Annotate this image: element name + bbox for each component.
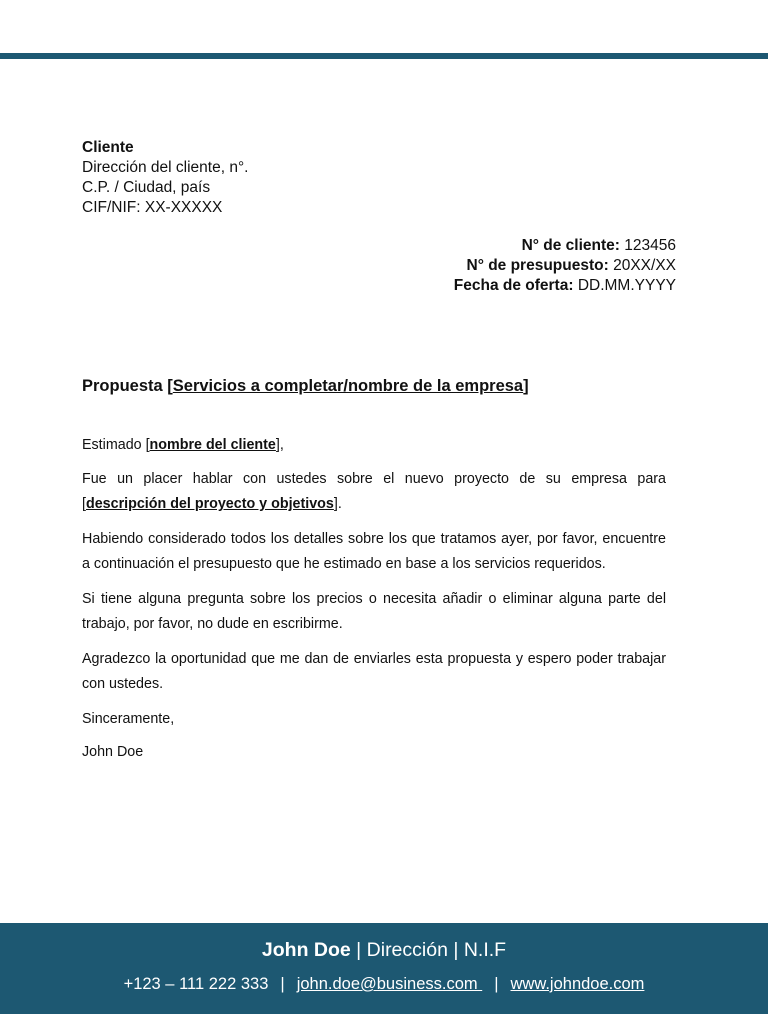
client-address-block	[82, 138, 248, 218]
greeting	[82, 433, 666, 459]
quote-meta-block	[454, 236, 676, 296]
offer-date-value: DD.MM.YYYY	[577, 277, 676, 294]
footer-bar	[0, 923, 768, 1014]
greeting-suffix: ],	[275, 437, 284, 453]
quote-number-row	[454, 256, 676, 276]
quote-number-label: N° de presupuesto:	[466, 257, 609, 274]
footer-separator: |	[494, 975, 499, 993]
footer-contact	[0, 975, 768, 994]
client-number-row	[454, 236, 676, 256]
footer-website-link[interactable]: www.johndoe.com	[510, 975, 645, 993]
paragraph-4: Agradezco la oportunidad que me dan de enviarles esta propuesta y espero poder trabajar con ustedes.	[82, 650, 666, 692]
footer-phone: +123 – 111 222 333	[123, 975, 269, 993]
paragraph-3: Si tiene alguna pregunta sobre los precios o necesita añadir o eliminar alguna parte del trabajo, por favor, no dude en escribirme.	[82, 590, 666, 632]
offer-date-row	[454, 276, 676, 296]
title-placeholder: Servicios a completar/nombre de la empresa	[172, 377, 524, 395]
header-rule	[0, 53, 768, 59]
client-tax-id: CIF/NIF: XX-XXXXX	[82, 199, 223, 216]
greeting-prefix: Estimado [	[82, 437, 150, 453]
client-number-value: 123456	[624, 237, 676, 254]
footer-email-link[interactable]: john.doe@business.com	[296, 975, 483, 993]
title-open-bracket: [	[167, 377, 173, 395]
project-description-placeholder: descripción del proyecto y objetivos	[85, 496, 334, 512]
paragraph-1	[82, 467, 666, 518]
paragraph-2: Habiendo considerado todos los detalles sobre los que tratamos ayer, por favor, encuentre a continuación el presupuesto que he estimado en base a los servicios requeridos.	[82, 530, 666, 572]
quote-number-value: 20XX/XX	[613, 257, 676, 274]
proposal-title	[82, 377, 529, 396]
client-number-label: N° de cliente:	[521, 237, 620, 254]
offer-date-label: Fecha de oferta:	[453, 277, 574, 294]
letter-body	[82, 433, 666, 775]
footer-identity	[0, 939, 768, 962]
paragraph-1-suffix: ].	[333, 496, 342, 512]
client-city: C.P. / Ciudad, país	[82, 179, 211, 196]
footer-separator: |	[280, 975, 285, 993]
footer-name: John Doe	[261, 939, 351, 961]
title-prefix: Propuesta	[82, 377, 168, 395]
client-address: Dirección del cliente, n°.	[82, 159, 249, 176]
client-label: Cliente	[82, 139, 134, 156]
title-close-bracket: ]	[523, 377, 529, 395]
greeting-placeholder: nombre del cliente	[149, 437, 276, 453]
signature: John Doe	[82, 744, 144, 760]
closing: Sinceramente,	[82, 710, 175, 727]
footer-details: | Dirección | N.I.F	[350, 939, 507, 961]
paragraph-1-text: Fue un placer hablar con ustedes sobre el nuevo proyecto de su empresa para [	[82, 470, 666, 512]
